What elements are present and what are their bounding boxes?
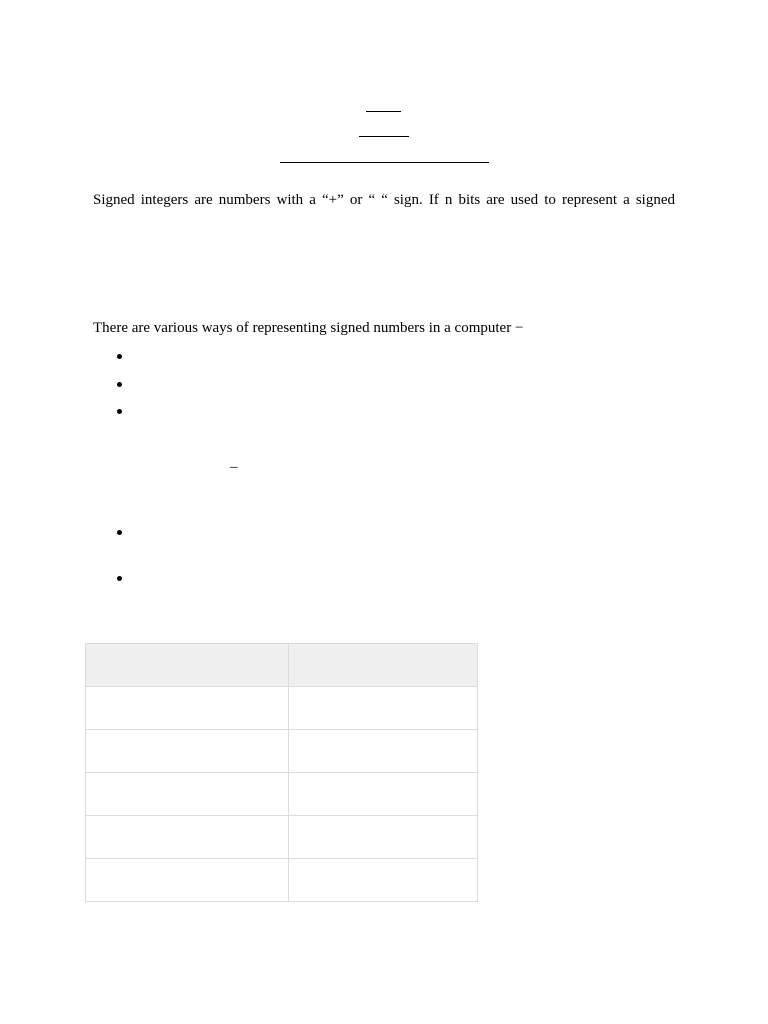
table-header-cell [86,644,289,687]
bullet-2 [117,382,122,387]
table-row [86,773,478,816]
table-cell [86,730,289,773]
bullet-5 [117,576,122,581]
table-cell [289,773,478,816]
table-row [86,730,478,773]
table-cell [86,687,289,730]
table-cell [289,816,478,859]
table-header-cell [289,644,478,687]
title-underline-1 [366,111,401,112]
table-cell [289,730,478,773]
table-row [86,687,478,730]
dash-mark: – [230,459,238,475]
table-cell [86,859,289,902]
table-cell [289,859,478,902]
bullet-1 [117,354,122,359]
table-row [86,859,478,902]
table-cell [289,687,478,730]
table-cell [86,773,289,816]
table-cell [86,816,289,859]
subtitle-underline [280,162,489,163]
bullet-3 [117,409,122,414]
paragraph-representation-ways: There are various ways of representing signed numbers in a computer − [93,320,524,336]
bullet-4 [117,530,122,535]
table-header-row [86,644,478,687]
paragraph-signed-integers: Signed integers are numbers with a “+” or “ “ sign. If n bits are used to represent a signed [93,192,675,208]
data-table [85,643,478,902]
table-row [86,816,478,859]
title-underline-2 [359,136,409,137]
